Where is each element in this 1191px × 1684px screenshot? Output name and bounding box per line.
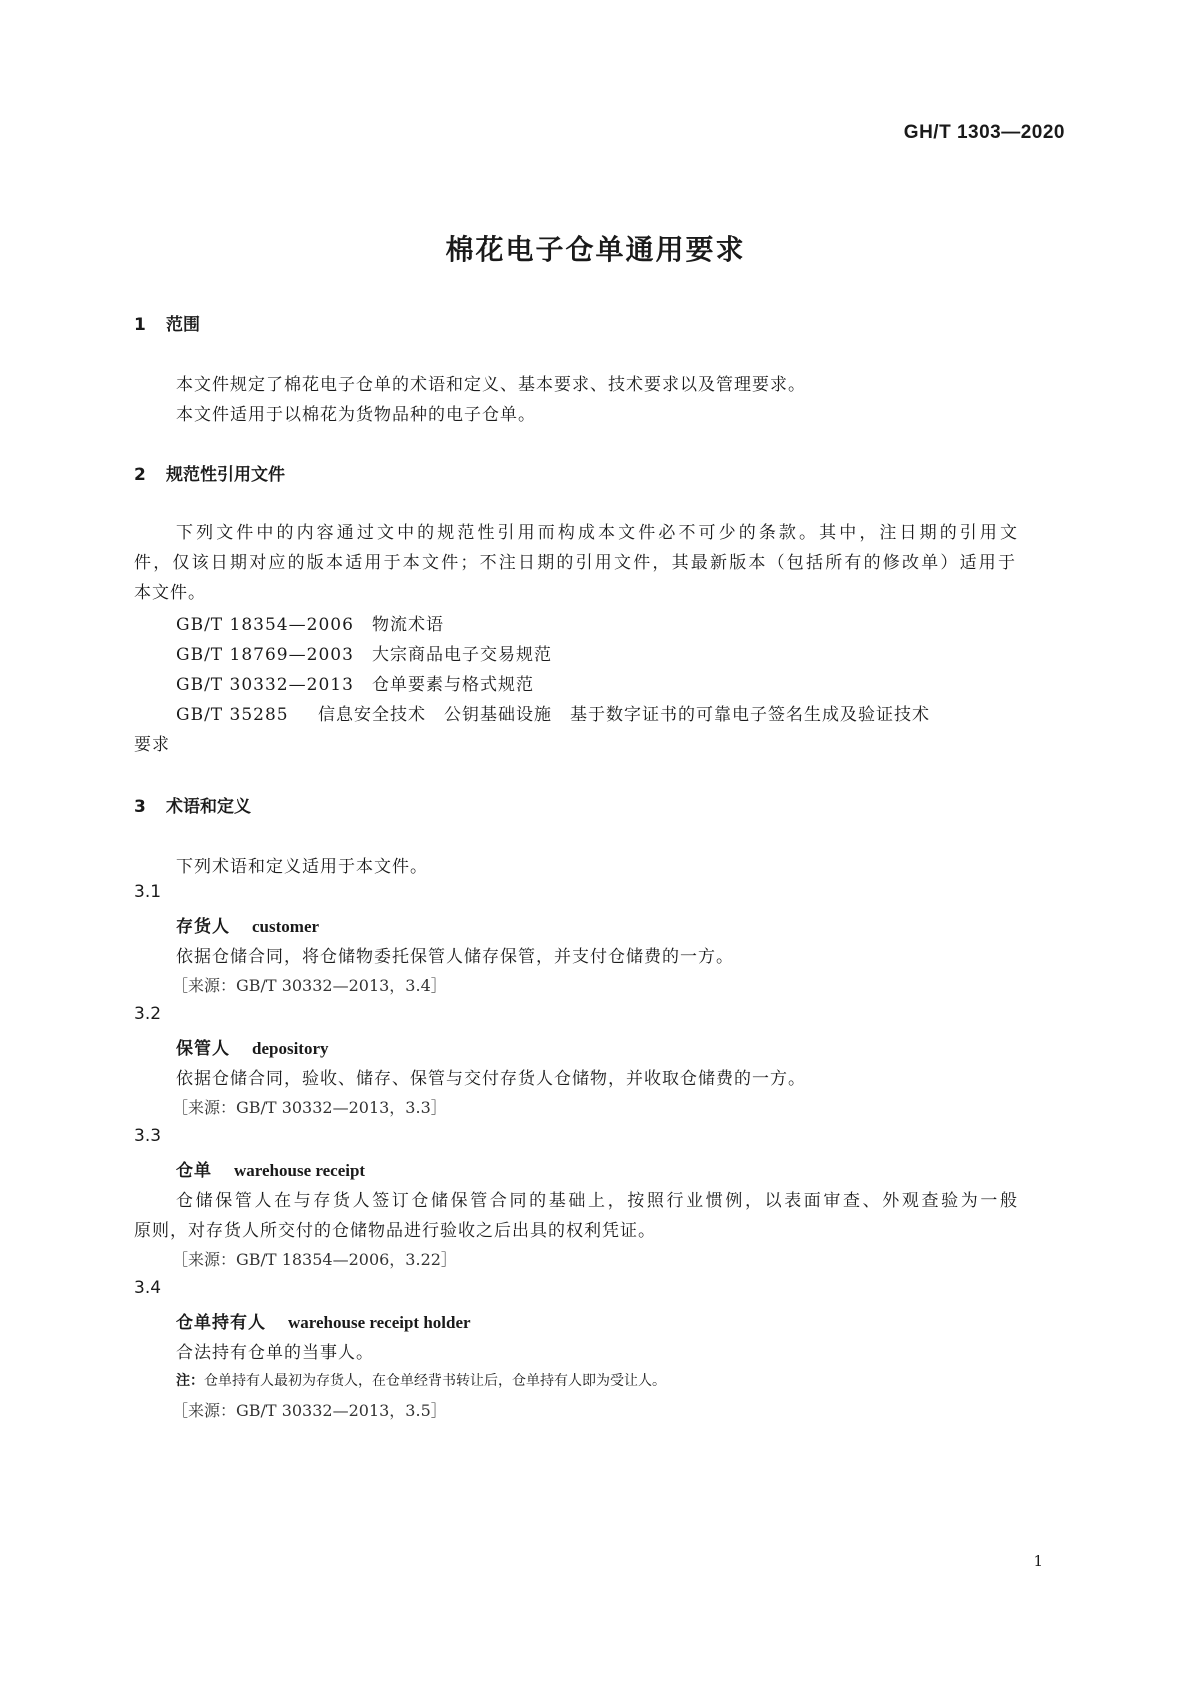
section-number: 1	[134, 315, 146, 335]
reference-code: GB/T 18769—2003	[176, 645, 354, 665]
term-heading	[176, 1034, 329, 1059]
reference-title-continuation: 要求	[134, 735, 170, 755]
term-heading	[176, 1156, 365, 1181]
section-1-para-2: 本文件适用于以棉花为货物品种的电子仓单。	[176, 405, 536, 425]
term-english: warehouse receipt	[234, 1161, 366, 1180]
section-1-heading	[134, 310, 200, 335]
term-chinese: 仓单持有人	[176, 1313, 266, 1333]
term-heading	[176, 1308, 471, 1333]
term-english: customer	[252, 917, 320, 936]
term-source: ［来源：GB/T 30332—2013，3.5］	[172, 1401, 447, 1420]
term-chinese: 保管人	[176, 1039, 230, 1059]
term-note	[176, 1370, 666, 1390]
term-number: 3.2	[134, 1004, 162, 1024]
reference-title: 大宗商品电子交易规范	[372, 645, 552, 665]
term-chinese: 仓单	[176, 1161, 212, 1181]
section-number: 2	[134, 465, 146, 485]
term-definition: 依据仓储合同，验收、储存、保管与交付存货人仓储物，并收取仓储费的一方。	[176, 1069, 806, 1089]
section-title: 范围	[166, 315, 200, 335]
term-definition: 合法持有仓单的当事人。	[176, 1343, 374, 1363]
reference-item	[176, 670, 534, 695]
term-english: warehouse receipt holder	[288, 1313, 471, 1332]
term-source: ［来源：GB/T 18354—2006，3.22］	[172, 1250, 457, 1269]
reference-item	[176, 610, 444, 635]
term-source: ［来源：GB/T 30332—2013，3.3］	[172, 1098, 447, 1117]
section-3-heading	[134, 792, 251, 817]
reference-item	[176, 700, 930, 725]
term-source: ［来源：GB/T 30332—2013，3.4］	[172, 976, 447, 995]
term-number: 3.3	[134, 1126, 162, 1146]
section-1-para-1: 本文件规定了棉花电子仓单的术语和定义、基本要求、技术要求以及管理要求。	[176, 375, 806, 395]
standard-code: GH/T 1303—2020	[903, 122, 1065, 143]
section-title: 术语和定义	[166, 797, 251, 817]
reference-code: GB/T 30332—2013	[176, 675, 354, 695]
reference-code: GB/T 35285	[176, 705, 289, 725]
reference-title: 仓单要素与格式规范	[372, 675, 534, 695]
note-text: 仓单持有人最初为存货人，在仓单经背书转让后，仓单持有人即为受让人。	[204, 1373, 666, 1389]
reference-title: 物流术语	[372, 615, 444, 635]
reference-code: GB/T 18354—2006	[176, 615, 354, 635]
section-3-intro: 下列术语和定义适用于本文件。	[176, 857, 428, 877]
section-number: 3	[134, 797, 146, 817]
section-2-para-line-3: 本文件。	[134, 583, 206, 603]
reference-item	[176, 640, 552, 665]
page-number: 1	[1033, 1552, 1043, 1570]
term-chinese: 存货人	[176, 917, 230, 937]
section-2-para-line-2: 件，仅该日期对应的版本适用于本文件；不注日期的引用文件，其最新版本（包括所有的修改单）适用于	[134, 553, 1016, 573]
term-definition-line-1: 仓储保管人在与存货人签订仓储保管合同的基础上，按照行业惯例，以表面审查、外观查验为一般	[176, 1191, 1018, 1211]
section-2-para-line-1: 下列文件中的内容通过文中的规范性引用而构成本文件必不可少的条款。其中，注日期的引用文	[176, 523, 1018, 543]
section-2-heading	[134, 460, 285, 485]
term-definition: 依据仓储合同，将仓储物委托保管人储存保管，并支付仓储费的一方。	[176, 947, 734, 967]
document-title: 棉花电子仓单通用要求	[445, 233, 746, 266]
term-number: 3.4	[134, 1278, 162, 1298]
reference-title: 信息安全技术 公钥基础设施 基于数字证书的可靠电子签名生成及验证技术	[318, 705, 930, 725]
note-label: 注：	[176, 1373, 204, 1389]
term-heading	[176, 912, 319, 937]
term-number: 3.1	[134, 882, 162, 902]
section-title: 规范性引用文件	[166, 465, 285, 485]
term-english: depository	[252, 1039, 329, 1058]
term-definition-line-2: 原则，对存货人所交付的仓储物品进行验收之后出具的权利凭证。	[134, 1221, 656, 1241]
